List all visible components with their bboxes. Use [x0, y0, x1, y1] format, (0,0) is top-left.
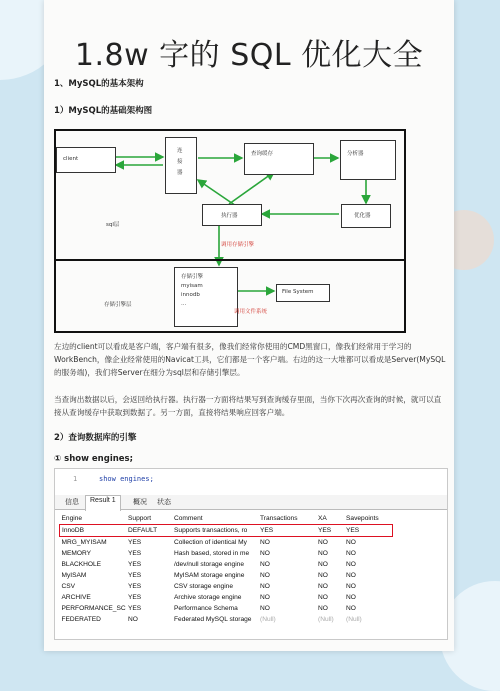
table-row[interactable]: [60, 548, 393, 559]
table-cell: YES: [128, 550, 142, 557]
table-row[interactable]: [60, 592, 393, 603]
table-cell: Collection of identical My: [174, 539, 247, 546]
tab-info[interactable]: 信息: [65, 499, 79, 506]
table-cell: NO: [260, 561, 270, 568]
table-cell: NO: [260, 594, 270, 601]
table-cell: MRG_MYISAM: [61, 539, 107, 546]
table-cell: NO: [346, 561, 356, 568]
query-result-screenshot: [54, 468, 448, 640]
executor-box: 执行器: [202, 204, 262, 226]
document-page: [44, 0, 454, 651]
table-cell: ARCHIVE: [61, 594, 91, 601]
table-cell: FEDERATED: [61, 616, 101, 623]
architecture-diagram: [44, 120, 454, 335]
column-header[interactable]: Savepoints: [346, 514, 379, 522]
column-header[interactable]: XA: [318, 514, 327, 522]
sql-command: show engines;: [99, 475, 154, 483]
client-box: client: [56, 147, 116, 173]
sql-layer-label: sql层: [106, 222, 120, 228]
sql-editor-line: [55, 469, 447, 487]
table-cell: NO: [318, 550, 328, 557]
table-cell: MyISAM storage engine: [174, 572, 245, 579]
column-header[interactable]: Engine: [61, 514, 83, 522]
table-cell: /dev/null storage engine: [174, 561, 245, 568]
paragraph: 左边的client可以看成是客户端，客户端有很多，像我们经常你使用的CMD黑窗口，像我们经常用于学习的WorkBench，像企业经常使用的Navicat工具，它们都是一个客户端。右边的这一大堆都可以看成是Server(MySQL的服务端)，我们将Server在细分为sql层和存储引擎层。: [54, 342, 446, 377]
table-cell: YES: [316, 525, 344, 537]
table-cell: NO: [260, 583, 270, 590]
table-cell: YES: [128, 605, 142, 612]
table-cell: YES: [128, 561, 142, 568]
table-cell: BLACKHOLE: [61, 561, 102, 568]
table-cell: NO: [318, 561, 328, 568]
table-cell: Supports transactions, ro: [172, 525, 258, 537]
table-cell: NO: [260, 605, 270, 612]
table-row[interactable]: [60, 525, 393, 537]
table-cell: NO: [318, 539, 328, 546]
table-cell: (Null): [346, 616, 362, 623]
table-cell: NO: [346, 605, 356, 612]
section-heading: 1、MySQL的基本架构: [54, 79, 144, 89]
table-cell: NO: [346, 550, 356, 557]
table-cell: NO: [318, 605, 328, 612]
line-number: 1: [73, 475, 78, 483]
call-engine-label: 调用存储引擎: [221, 242, 255, 248]
table-cell: NO: [260, 572, 270, 579]
table-cell: YES: [128, 594, 142, 601]
table-cell: InnoDB: [60, 525, 127, 537]
connector-box: 连 接 器: [165, 137, 197, 194]
table-cell: DEFAULT: [126, 525, 172, 537]
tab-result-1[interactable]: Result 1: [85, 495, 121, 511]
table-cell: PERFORMANCE_SC: [61, 605, 126, 612]
table-cell: Performance Schema: [174, 605, 238, 612]
table-cell: NO: [128, 616, 138, 623]
storage-layer-label: 存储引擎层: [104, 302, 132, 308]
table-row[interactable]: [60, 603, 393, 614]
column-header[interactable]: Transactions: [260, 514, 298, 522]
storage-engine-box: 存储引擎 myisam innodb ...: [174, 267, 238, 327]
paragraph: 当查询出数据以后，会返回给执行器。执行器一方面将结果写到查询缓存里面，当你下次再次查询的时候，就可以直接从查询缓存中获取到数据了。另一方面，直接将结果响应回客户端。: [54, 395, 442, 417]
table-row[interactable]: [60, 559, 393, 570]
table-cell: NO: [318, 583, 328, 590]
table-cell: NO: [346, 583, 356, 590]
table-cell: (Null): [260, 616, 276, 623]
table-cell: NO: [346, 594, 356, 601]
table-cell: NO: [318, 594, 328, 601]
column-header[interactable]: Support: [128, 514, 152, 522]
tab-overview[interactable]: 概况: [133, 499, 147, 506]
table-cell: NO: [260, 539, 270, 546]
page-title: 1.8w 字的 SQL 优化大全: [74, 38, 424, 73]
table-cell: Federated MySQL storage: [174, 616, 252, 623]
result-tabs: [55, 495, 447, 510]
file-system-box: File System: [276, 284, 330, 302]
table-cell: MyISAM: [61, 572, 87, 579]
table-cell: YES: [128, 583, 142, 590]
table-cell: YES: [258, 525, 316, 537]
table-cell: CSV storage engine: [174, 583, 234, 590]
table-row[interactable]: [60, 570, 393, 581]
subsection-heading: 2）查询数据库的引擎: [54, 433, 137, 443]
table-cell: NO: [346, 539, 356, 546]
table-cell: (Null): [318, 616, 334, 623]
table-cell: YES: [128, 572, 142, 579]
table-row[interactable]: [60, 614, 393, 625]
analyzer-box: 分析器: [340, 140, 396, 180]
subsection-heading: 1）MySQL的基础架构图: [54, 106, 153, 116]
table-cell: Archive storage engine: [174, 594, 242, 601]
call-fs-label: 调用文件系统: [234, 309, 268, 315]
tab-status[interactable]: 状态: [157, 499, 171, 506]
query-cache-box: 查询缓存: [244, 143, 314, 175]
column-header[interactable]: Comment: [174, 514, 203, 522]
table-cell: CSV: [61, 583, 76, 590]
table-cell: NO: [318, 572, 328, 579]
table-row[interactable]: [60, 537, 393, 549]
table-cell: YES: [344, 525, 393, 537]
table-cell: NO: [346, 572, 356, 579]
table-cell: MEMORY: [61, 550, 92, 557]
table-cell: Hash based, stored in me: [174, 550, 250, 557]
table-header-row: [60, 512, 393, 525]
engines-table: [59, 512, 393, 625]
optimizer-box: 优化器: [341, 204, 391, 228]
table-cell: YES: [128, 539, 142, 546]
table-row[interactable]: [60, 581, 393, 592]
subsection-heading: ① show engines;: [54, 454, 134, 464]
table-cell: NO: [260, 550, 270, 557]
